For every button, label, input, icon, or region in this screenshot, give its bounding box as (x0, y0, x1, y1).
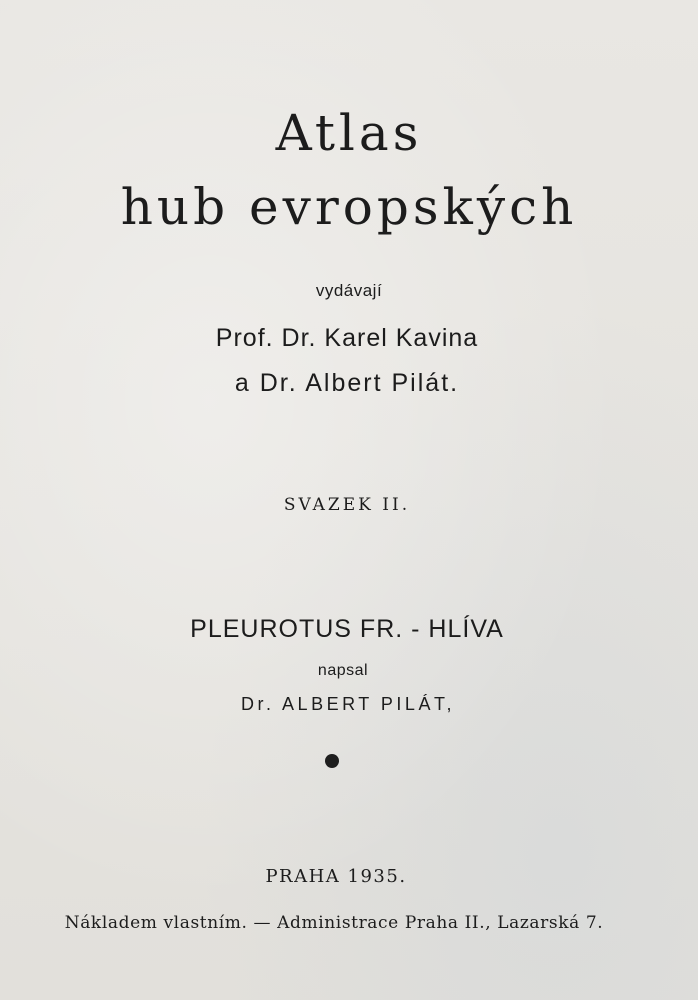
book-title-line-1: Atlas (275, 104, 423, 162)
written-by-label: napsal (317, 662, 369, 679)
place-and-year: PRAHA 1935. (265, 866, 407, 887)
ornament-dot (325, 754, 339, 768)
book-title-line-2: hub evropských (120, 178, 578, 236)
volume-number: SVAZEK II. (283, 495, 411, 515)
editor-line-2: a Dr. Albert Pilát. (234, 369, 460, 397)
volume-subject: PLEUROTUS FR. - HLÍVA (190, 615, 504, 643)
publisher-verb: vydávají (315, 281, 383, 300)
imprint-line: Nákladem vlastním. — Administrace Praha II., Lazarská 7. (64, 913, 604, 933)
editor-line-1: Prof. Dr. Karel Kavina (215, 324, 479, 352)
volume-author: Dr. ALBERT PILÁT, (241, 694, 455, 714)
